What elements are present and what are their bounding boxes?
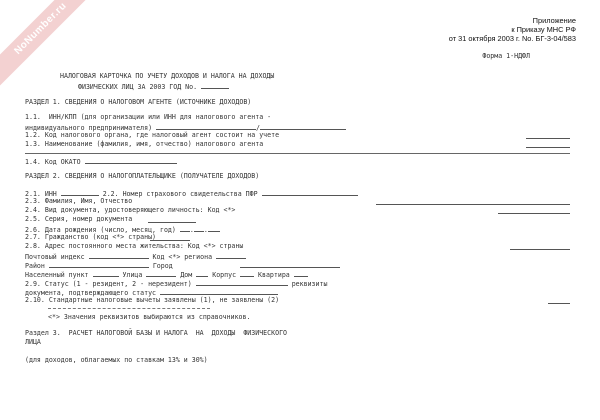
okato-field[interactable] bbox=[85, 156, 177, 164]
house-field[interactable] bbox=[196, 269, 208, 277]
street-label: Улица bbox=[122, 271, 143, 279]
section-3-note: (для доходов, облагаемых по ставкам 13% и 30%) bbox=[25, 356, 208, 364]
full-name-field[interactable] bbox=[376, 197, 570, 205]
region-code-field[interactable] bbox=[216, 251, 246, 259]
field-1-4-label bbox=[25, 156, 177, 166]
form-title-line-2-text: ФИЗИЧЕСКИХ ЛИЦ ЗА 2003 ГОД No. bbox=[78, 83, 198, 91]
tax-agent-name-field[interactable] bbox=[526, 140, 570, 148]
field-2-6-row: 2.6. Дата рождения (число, месяц, год) . . bbox=[25, 224, 220, 234]
field-2-6-label: 2.6. Дата рождения (число, месяц, год) bbox=[25, 226, 176, 234]
id-document-code-field[interactable] bbox=[498, 206, 570, 214]
building-field[interactable] bbox=[240, 269, 254, 277]
field-2-4-label: 2.4. Вид документа, удостоверяющего личность: Код <*> bbox=[25, 206, 236, 214]
citizenship-code-field[interactable] bbox=[150, 233, 190, 241]
section-3-header-line-2: ЛИЦА bbox=[25, 338, 41, 346]
field-2-2-label: 2.2. Номер страхового свидетельства ПФР bbox=[102, 190, 258, 198]
status-field[interactable] bbox=[196, 278, 288, 286]
field-1-2-label: 1.2. Код налогового органа, где налоговый агент состоит на учете bbox=[25, 131, 280, 139]
form-code: Форма 1-НДФЛ bbox=[482, 52, 530, 60]
form-title-line-2 bbox=[78, 81, 229, 91]
tax-authority-code-field[interactable] bbox=[526, 131, 570, 139]
postal-index-field[interactable] bbox=[89, 251, 149, 259]
card-number-field[interactable] bbox=[201, 81, 229, 89]
field-2-10-label: 2.10. Стандартные налоговые вычеты заявлены (1), не заявлены (2) bbox=[25, 296, 280, 304]
status-requisites-label: реквизиты bbox=[291, 280, 328, 288]
building-label: Корпус bbox=[212, 271, 237, 279]
field-2-1-label: 2.1. ИНН bbox=[25, 190, 57, 198]
field-2-9-label: 2.9. Статус (1 - резидент, 2 - нерезидент) bbox=[25, 280, 192, 288]
field-2-8-label: 2.8. Адрес постоянного места жительства: Код <*> страны bbox=[25, 242, 244, 250]
section-2-header: РАЗДЕЛ 2. СВЕДЕНИЯ О НАЛОГОПЛАТЕЛЬЩИКЕ (ПОЛУЧАТЕЛЕ ДОХОДОВ) bbox=[25, 172, 260, 180]
tax-agent-name-continuation[interactable] bbox=[25, 153, 570, 154]
apartment-field[interactable] bbox=[294, 269, 308, 277]
pfr-number-field[interactable] bbox=[262, 188, 358, 196]
field-2-7-label: 2.7. Гражданство (код <*> страны) bbox=[25, 233, 157, 241]
inn-field[interactable] bbox=[156, 122, 256, 130]
status-document-label: документа, подтверждающего статус bbox=[25, 289, 157, 297]
footnote-text: <*> Значения реквизитов выбираются из справочников. bbox=[48, 313, 251, 321]
section-1-header: РАЗДЕЛ 1. СВЕДЕНИЯ О НАЛОГОВОМ АГЕНТЕ (ИСТОЧНИКЕ ДОХОДОВ) bbox=[25, 98, 252, 106]
city-field[interactable] bbox=[240, 260, 340, 268]
house-label: Дом bbox=[180, 271, 193, 279]
appendix-line-2: к Приказу МНС РФ bbox=[511, 25, 576, 34]
dashed-separator bbox=[48, 308, 210, 309]
region-code-label: Код <*> региона bbox=[152, 253, 213, 261]
postal-index-label: Почтовый индекс bbox=[25, 253, 85, 261]
appendix-block bbox=[449, 16, 576, 43]
district-field[interactable] bbox=[49, 260, 149, 268]
field-1-3-label: 1.3. Наименование (фамилия, имя, отчество) налогового агента bbox=[25, 140, 264, 148]
status-document-field[interactable] bbox=[160, 287, 278, 295]
residence-country-code-field[interactable] bbox=[510, 242, 570, 250]
field-1-1-label-b: индивидуального предпринимателя) / bbox=[25, 122, 346, 132]
appendix-line-1: Приложение bbox=[532, 16, 576, 25]
field-1-4-label-text: 1.4. Код ОКАТО bbox=[25, 158, 81, 166]
locality-field[interactable] bbox=[93, 269, 119, 277]
field-1-1-label-b-text: индивидуального предпринимателя) bbox=[25, 124, 153, 132]
appendix-line-3: от 31 октября 2003 г. No. БГ-3-04/583 bbox=[448, 34, 576, 43]
locality-label: Населенный пункт bbox=[25, 271, 89, 279]
field-2-5-label: 2.5. Серия, номер документа bbox=[25, 215, 133, 223]
district-label: Район bbox=[25, 262, 45, 270]
apartment-label: Квартира bbox=[258, 271, 290, 279]
birth-month-field[interactable] bbox=[194, 224, 204, 232]
birth-day-field[interactable] bbox=[180, 224, 190, 232]
taxpayer-inn-field[interactable] bbox=[61, 188, 99, 196]
document-number-field[interactable] bbox=[148, 215, 196, 223]
standard-deductions-field[interactable] bbox=[548, 296, 570, 304]
watermark-ribbon: NoNumber.ru bbox=[0, 0, 102, 90]
street-field[interactable] bbox=[146, 269, 176, 277]
field-1-1-label-a: 1.1. ИНН/КПП (для организации или ИНН для налогового агента - bbox=[25, 113, 272, 121]
kpp-field[interactable] bbox=[260, 122, 346, 130]
field-2-3-label: 2.3. Фамилия, Имя, Отчество bbox=[25, 197, 133, 205]
section-3-header-line-1: Раздел 3. РАСЧЕТ НАЛОГОВОЙ БАЗЫ И НАЛОГА НА ДОХОДЫ ФИЗИЧЕСКОГО bbox=[25, 329, 288, 337]
form-title-line-1: НАЛОГОВАЯ КАРТОЧКА ПО УЧЕТУ ДОХОДОВ И НАЛОГА НА ДОХОДЫ bbox=[60, 72, 275, 80]
birth-year-field[interactable] bbox=[208, 224, 220, 232]
city-label: Город bbox=[152, 262, 173, 270]
